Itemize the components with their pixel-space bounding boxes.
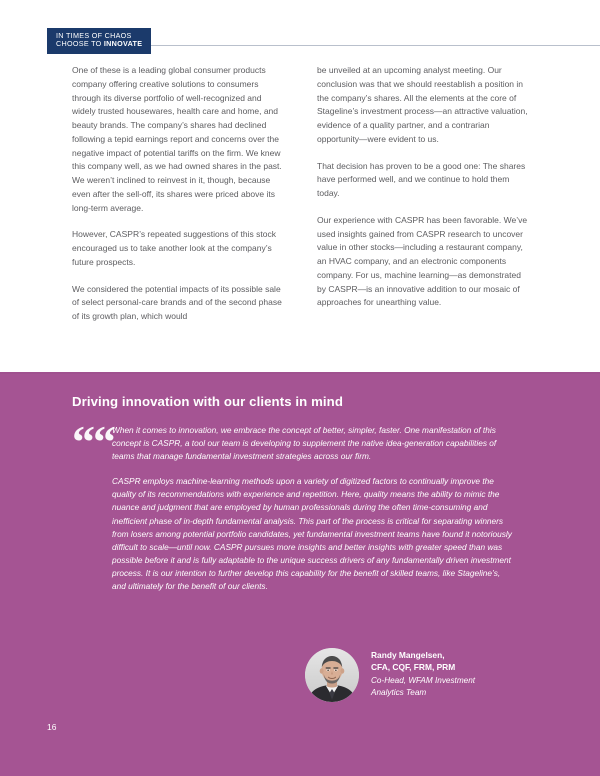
author-credentials: CFA, CQF, FRM, PRM [371, 661, 456, 672]
quotation-mark-icon: ““ [72, 416, 114, 467]
body-column-left [72, 64, 283, 324]
panel-top-edge [0, 372, 600, 374]
badge-line-two-emphasis: INNOVATE [103, 39, 143, 49]
body-column-right [317, 64, 528, 324]
author-info [371, 648, 501, 699]
body-paragraph: Our experience with CASPR has been favorable. We’ve used insights gained from CASPR research to uncover value in other stocks—including a restaurant company, an HVAC company, and an electronic components company. For us, machine learning—as demonstrated by CASPR—is an innovative addition to our mosaic of approaches for unearthing value. [317, 214, 528, 308]
page-number: 16 [47, 722, 57, 732]
avatar [305, 648, 359, 702]
quote-paragraph: CASPR employs machine-learning methods upon a variety of digitized factors to continually improve the quality of its recommendations with experience and repetition. Here, quality means the ability to mimic the nuance and judgment that are employed by human professionals during the often time-consuming and inefficient phase of in-depth fundamental analysis. This part of the process is critical for separating winners from losers among potential portfolio candidates, yet fundamental investment teams have found it notoriously difficult to scale—until now. CASPR pursues more insights and better insights with greater speed than was possible before it and is fully adaptable to the unique success drivers of any fundamentally driven investment process. It is our intention to further develop this capability for the benefit of skilled teams, like Stageline’s, and ultimately for the benefit of our clients. [112, 476, 512, 592]
page-header [0, 0, 600, 60]
badge-line-one: IN TIMES OF CHAOS [56, 31, 132, 40]
header-divider-rule [140, 45, 600, 46]
panel-heading: Driving innovation with our clients in mind [72, 394, 343, 409]
running-head-badge [47, 28, 151, 54]
body-paragraph: However, CASPR’s repeated suggestions of this stock encouraged us to take another look at the company’s future prospects. [72, 229, 276, 267]
body-paragraph: We considered the potential impacts of its possible sale of select personal-care brands and of the second phase of its growth plan, which would [72, 283, 282, 322]
article-body [72, 64, 528, 324]
pull-quote [72, 416, 512, 593]
quote-text [112, 424, 512, 593]
author-name: Randy Mangelsen, [371, 650, 445, 660]
author-title: Co-Head, WFAM Investment Analytics Team [371, 675, 476, 697]
quote-paragraph: When it comes to innovation, we embrace the concept of better, simpler, faster. One manifestation of this concept is CASPR, a tool our team is developing to supplement the native idea-generation capabilities of teams that manage fundamental investment strategies across our firm. [112, 425, 497, 462]
badge-line-two-prefix: CHOOSE TO [56, 39, 104, 49]
author-attribution [305, 648, 501, 702]
body-paragraph: That decision has proven to be a good one: The shares have performed well, and we continue to hold them today. [317, 160, 526, 199]
body-paragraph: One of these is a leading global consumer products company offering creative solutions to consumers through its diverse portfolio of well-recognized and widely trusted housewares, health care and home, and beauty brands. The company’s shares had declined following a tepid earnings report and concerns over the negative impact of potential tariffs on the firm. We knew this company well, as we had owned shares in the past. We weren’t inclined to reinvest in it, though, because even after the sell-off, its shares were priced above its long-term average. [72, 65, 282, 213]
highlight-panel [0, 372, 600, 776]
body-paragraph: be unveiled at an upcoming analyst meeting. Our conclusion was that we should reestablish a position in the company’s shares. All the elements at the core of Stageline’s investment process—an attractive valuation, evidence of a quality partner, and a contrarian opportunity—were evident to us. [317, 65, 528, 144]
badge-line-two [56, 40, 142, 48]
